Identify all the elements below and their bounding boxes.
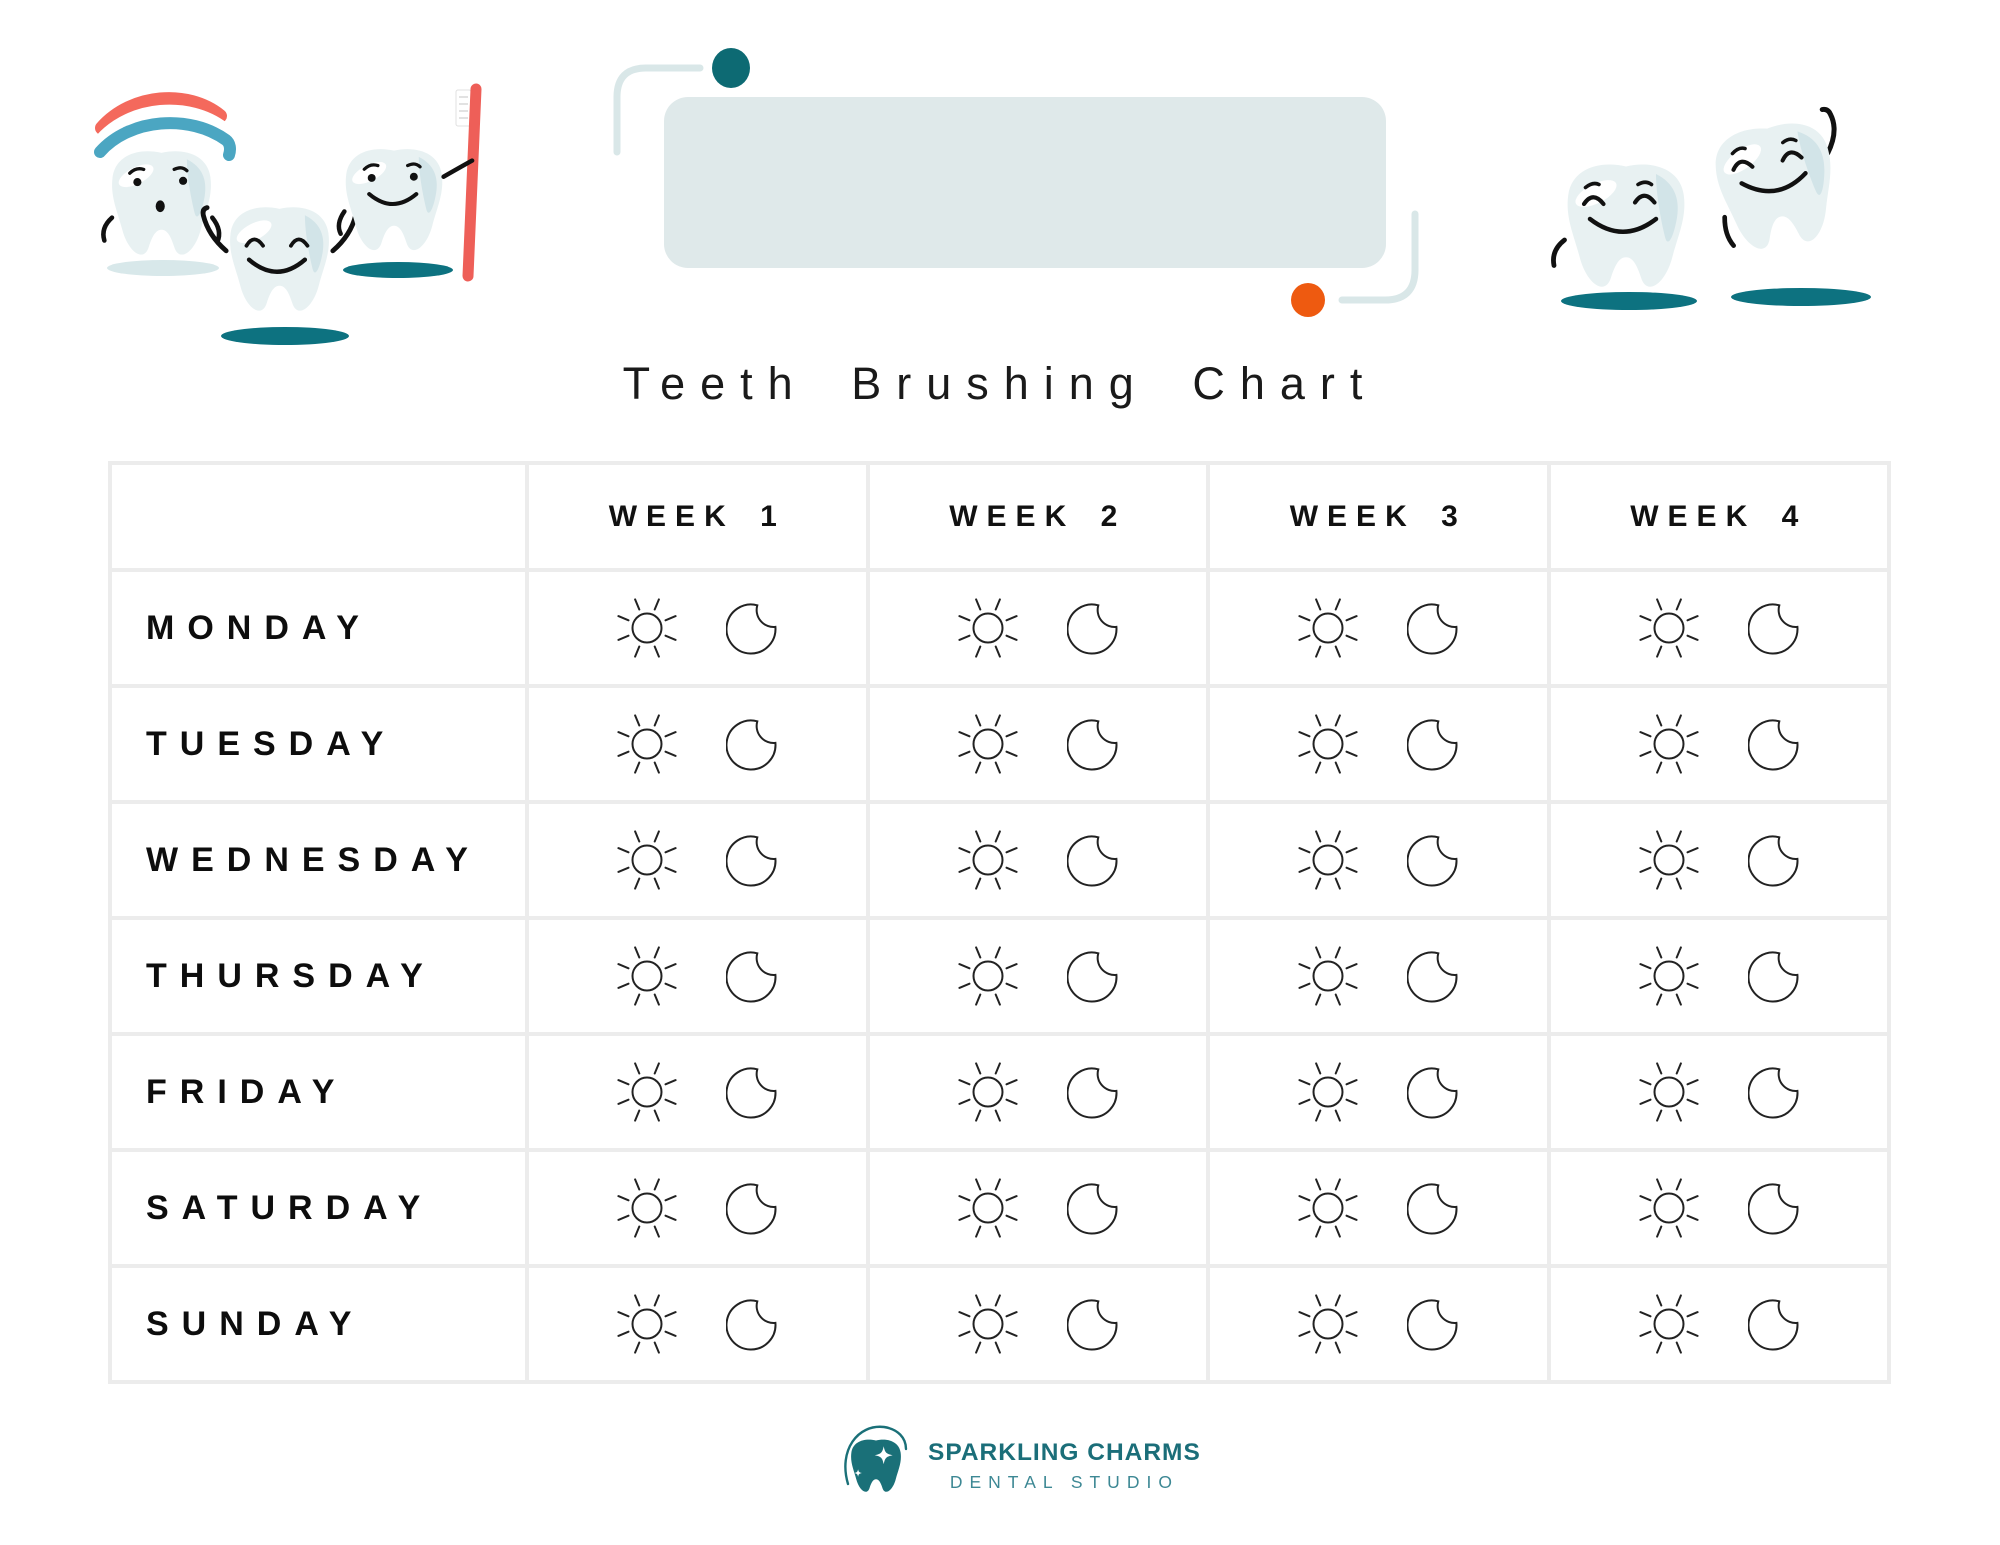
sun-icon[interactable] — [614, 595, 680, 661]
brushing-slot-cell — [1210, 1268, 1547, 1380]
sun-icon[interactable] — [955, 711, 1021, 777]
sun-icon[interactable] — [614, 1175, 680, 1241]
moon-icon[interactable] — [1407, 829, 1461, 891]
brushing-slot-cell — [870, 572, 1207, 684]
tooth-character-toothpaste — [103, 151, 219, 254]
footer-logo — [836, 1422, 1201, 1510]
week-header: WEEK 3 — [1210, 465, 1547, 568]
brushing-slot-cell — [1210, 920, 1547, 1032]
moon-icon[interactable] — [1748, 945, 1802, 1007]
sun-icon[interactable] — [1295, 1291, 1361, 1357]
moon-icon[interactable] — [1748, 713, 1802, 775]
brushing-slot-cell — [1210, 688, 1547, 800]
day-label: THURSDAY — [112, 920, 525, 1032]
moon-icon[interactable] — [1067, 713, 1121, 775]
day-label: SUNDAY — [112, 1268, 525, 1380]
brushing-slot-cell — [870, 804, 1207, 916]
brushing-slot-cell — [870, 920, 1207, 1032]
moon-icon[interactable] — [1748, 597, 1802, 659]
sun-icon[interactable] — [614, 943, 680, 1009]
moon-icon[interactable] — [1407, 1293, 1461, 1355]
sun-icon[interactable] — [1295, 595, 1361, 661]
week-header: WEEK 1 — [529, 465, 866, 568]
moon-icon[interactable] — [1067, 1177, 1121, 1239]
brushing-slot-cell — [870, 1152, 1207, 1264]
orange-dot — [1291, 283, 1325, 317]
logo-brand: SPARKLING CHARMS — [928, 1439, 1201, 1466]
moon-icon[interactable] — [1407, 945, 1461, 1007]
moon-icon[interactable] — [1748, 829, 1802, 891]
sun-icon[interactable] — [1636, 1059, 1702, 1125]
logo-text — [928, 1439, 1201, 1493]
sun-icon[interactable] — [1636, 711, 1702, 777]
moon-icon[interactable] — [1067, 945, 1121, 1007]
moon-icon[interactable] — [1067, 1293, 1121, 1355]
brushing-slot-cell — [529, 1036, 866, 1148]
sun-icon[interactable] — [1636, 595, 1702, 661]
tooth-character-cheering — [203, 207, 356, 310]
brushing-slot-cell — [870, 688, 1207, 800]
sun-icon[interactable] — [1636, 1291, 1702, 1357]
moon-icon[interactable] — [726, 597, 780, 659]
sun-icon[interactable] — [955, 1059, 1021, 1125]
brushing-slot-cell — [1551, 1268, 1888, 1380]
brushing-slot-cell — [1210, 572, 1547, 684]
moon-icon[interactable] — [726, 1061, 780, 1123]
brushing-slot-cell — [529, 572, 866, 684]
brushing-slot-cell — [1210, 1036, 1547, 1148]
sun-icon[interactable] — [955, 1175, 1021, 1241]
moon-icon[interactable] — [1748, 1177, 1802, 1239]
week-header: WEEK 4 — [1551, 465, 1888, 568]
moon-icon[interactable] — [1407, 1177, 1461, 1239]
sun-icon[interactable] — [1295, 943, 1361, 1009]
sun-icon[interactable] — [1295, 711, 1361, 777]
tooth-shadows — [1561, 288, 1871, 310]
sun-icon[interactable] — [955, 1291, 1021, 1357]
moon-icon[interactable] — [726, 1293, 780, 1355]
moon-icon[interactable] — [1067, 597, 1121, 659]
tooth-character-waving — [1709, 108, 1851, 254]
moon-icon[interactable] — [1407, 597, 1461, 659]
moon-icon[interactable] — [1748, 1293, 1802, 1355]
brushing-slot-cell — [1210, 1152, 1547, 1264]
brushing-slot-cell — [1551, 1036, 1888, 1148]
toothpaste-swirl — [100, 99, 230, 155]
brushing-slot-cell — [529, 920, 866, 1032]
sun-icon[interactable] — [614, 827, 680, 893]
sun-icon[interactable] — [1295, 827, 1361, 893]
page-title: Teeth Brushing Chart — [622, 358, 1378, 409]
week-header: WEEK 2 — [870, 465, 1207, 568]
teeth-duo-illustration — [1535, 100, 1885, 315]
brushing-slot-cell — [529, 804, 866, 916]
sun-icon[interactable] — [955, 827, 1021, 893]
moon-icon[interactable] — [726, 713, 780, 775]
brushing-slot-cell — [1551, 920, 1888, 1032]
day-label: TUESDAY — [112, 688, 525, 800]
sun-icon[interactable] — [614, 1059, 680, 1125]
sun-icon[interactable] — [955, 943, 1021, 1009]
dental-studio-logo-icon — [836, 1422, 914, 1510]
brushing-slot-cell — [870, 1268, 1207, 1380]
brushing-slot-cell — [1210, 804, 1547, 916]
moon-icon[interactable] — [726, 1177, 780, 1239]
day-label: WEDNESDAY — [112, 804, 525, 916]
sun-icon[interactable] — [1636, 1175, 1702, 1241]
brushing-slot-cell — [1551, 572, 1888, 684]
sun-icon[interactable] — [614, 1291, 680, 1357]
brushing-slot-cell — [529, 688, 866, 800]
table-corner-cell — [112, 465, 525, 568]
brushing-table — [108, 461, 1891, 1384]
sun-icon[interactable] — [1295, 1175, 1361, 1241]
moon-icon[interactable] — [1407, 1061, 1461, 1123]
toothbrush-icon — [456, 89, 476, 276]
tooth-character-happy — [1553, 165, 1684, 287]
moon-icon[interactable] — [726, 829, 780, 891]
moon-icon[interactable] — [1067, 829, 1121, 891]
day-label: FRIDAY — [112, 1036, 525, 1148]
sun-icon[interactable] — [614, 711, 680, 777]
moon-icon[interactable] — [1748, 1061, 1802, 1123]
day-label: SATURDAY — [112, 1152, 525, 1264]
teeth-trio-illustration — [70, 82, 500, 348]
sun-icon[interactable] — [955, 595, 1021, 661]
brushing-slot-cell — [1551, 804, 1888, 916]
day-label: MONDAY — [112, 572, 525, 684]
brushing-slot-cell — [529, 1152, 866, 1264]
logo-tagline: DENTAL STUDIO — [949, 1472, 1179, 1492]
moon-icon[interactable] — [1067, 1061, 1121, 1123]
sun-icon[interactable] — [1636, 827, 1702, 893]
tooth-character-with-brush — [339, 149, 472, 250]
brushing-slot-cell — [870, 1036, 1207, 1148]
brushing-slot-cell — [1551, 1152, 1888, 1264]
sun-icon[interactable] — [1636, 943, 1702, 1009]
moon-icon[interactable] — [726, 945, 780, 1007]
teal-dot — [712, 48, 750, 88]
moon-icon[interactable] — [1407, 713, 1461, 775]
sun-icon[interactable] — [1295, 1059, 1361, 1125]
brushing-slot-cell — [1551, 688, 1888, 800]
brushing-slot-cell — [529, 1268, 866, 1380]
